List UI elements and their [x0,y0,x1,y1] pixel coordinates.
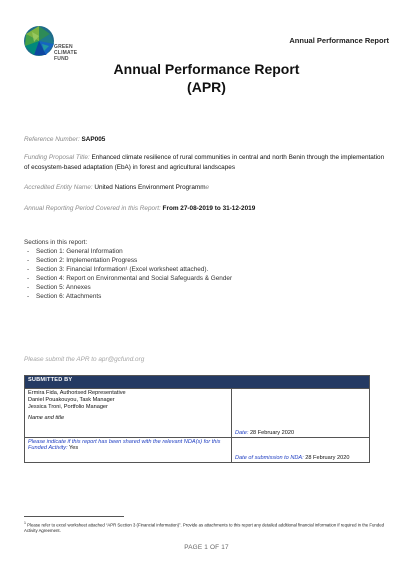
section-item: - Section 1: General Information [24,247,232,256]
logo-text: GREEN CLIMATE FUND [54,44,78,62]
sections-list [24,238,232,301]
reference-number-field [24,135,105,145]
footnote-divider [24,516,124,517]
reporting-period-value: From 27-08-2019 to 31-12-2019 [162,205,256,212]
accredited-entity-value: United Nations Environment Programm [94,184,206,191]
running-header: Annual Performance Report [289,36,389,45]
name-and-title-label: Name and title [28,414,65,421]
section-item: - Section 2: Implementation Progress [24,256,232,265]
sections-heading: Sections in this report: [24,239,88,246]
reference-value: SAP005 [81,136,106,143]
footnote-text: Please refer to excel worksheet attached “APR Section 3 (Financial information)”. Provide as attachments to this report any detailed additional financial information if required in the Funded Activity Agreement. [24,522,384,534]
date-cell [232,389,370,438]
section-item: - Section 6: Attachments [24,292,232,301]
nda-answer: Yes [69,445,79,451]
date-value: 28 February 2020 [249,430,295,436]
submit-instruction: Please submit the APR to apr@gcfund.org [24,356,145,363]
funding-proposal-value: Enhanced climate resilience of rural communities in central and north Benin through the implementation of ecosystem-based adaptation (EbA) in forest and agricultural landscapes [24,154,385,171]
funding-proposal-field [24,153,389,173]
submitted-by-table [24,375,370,463]
nda-question-cell [25,438,232,463]
nda-date-cell [232,438,370,463]
signatory-name: Daniel Pouakouyou, Task Manager [28,397,115,404]
accredited-entity-field [24,183,209,193]
page-number: PAGE 1 OF 17 [184,544,229,551]
signatory-name: Jessica Troni, Portfolio Manager [28,404,108,411]
nda-question: Please indicate if this report has been shared with the relevant NDA(s) for this Funded Activity: [28,439,221,451]
nda-date-label: Date of submission to NDA: [235,455,304,461]
reporting-period-label: Annual Reporting Period Covered in this Report: [24,205,161,212]
footnote [24,520,392,534]
accredited-entity-value-tail: e [205,184,210,191]
funding-proposal-label: Funding Proposal Title: [24,154,90,161]
document-title [0,60,413,96]
section-item: - Section 5: Annexes [24,283,232,292]
date-label: Date: [235,430,249,436]
globe-logo-icon [22,24,56,58]
footnote-marker: 1 [24,521,26,525]
signatory-name: Ermira Fida, Authorised Representative [28,390,126,396]
signatories-cell [25,389,232,438]
submitted-by-header: SUBMITTED BY [25,376,370,389]
accredited-entity-label: Accredited Entity Name: [24,184,93,191]
reference-label: Reference Number: [24,136,80,143]
section-item: - Section 4: Report on Environmental and Social Safeguards & Gender [24,274,232,283]
title-line-1: Annual Performance Report [113,61,300,77]
title-line-2: (APR) [187,79,226,95]
reporting-period-field [24,204,255,214]
nda-date-value: 28 February 2020 [305,455,350,461]
section-item: - Section 3: Financial Information¹ (Excel worksheet attached). [24,265,232,274]
